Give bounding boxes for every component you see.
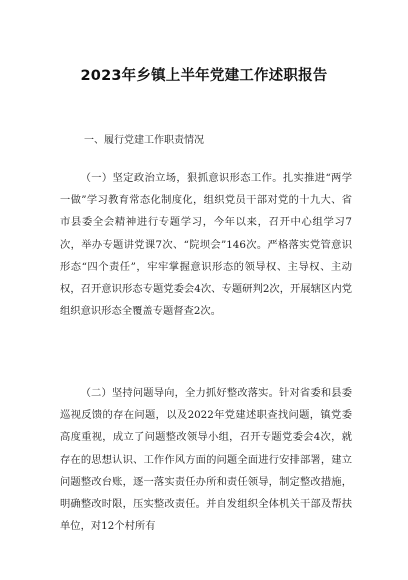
document-title: 2023年乡镇上半年党建工作述职报告 <box>80 68 328 84</box>
paragraph: （一）坚定政治立场，狠抓意识形态工作。扎实推进“两学一做”学习教育常态化制度化，组织党员干部对党的十九大、省市县委全会精神进行专题学习，今年以来，召开中心组学习7次，举办专题讲党课7次、“院坝会”146次。严格落实党管意识形态“四个责任”，牢牢掌握意识形态的领导权、主导权、主动权，召开意识形态专题党委会4次、专题研判2次，开展辖区内党组织意识形态全覆盖专题督查2次。 <box>60 172 352 318</box>
paragraph: （二）坚持问题导向，全力抓好整改落实。针对省委和县委巡视反馈的存在问题，以及2022年党建述职查找问题，镇党委高度重视，成立了问题整改领导小组，召开专题党委会4次，就存在的思想认识、工作作风方面的问题全面进行安排部署，建立问题整改台账，逐一落实责任办所和责任领导，制定整改措施，明确整改时限，压实整改责任。并自发组织全体机关干部及帮扶单位，对12个村所有 <box>60 387 352 533</box>
section-heading: 一、履行党建工作职责情况 <box>84 135 204 146</box>
